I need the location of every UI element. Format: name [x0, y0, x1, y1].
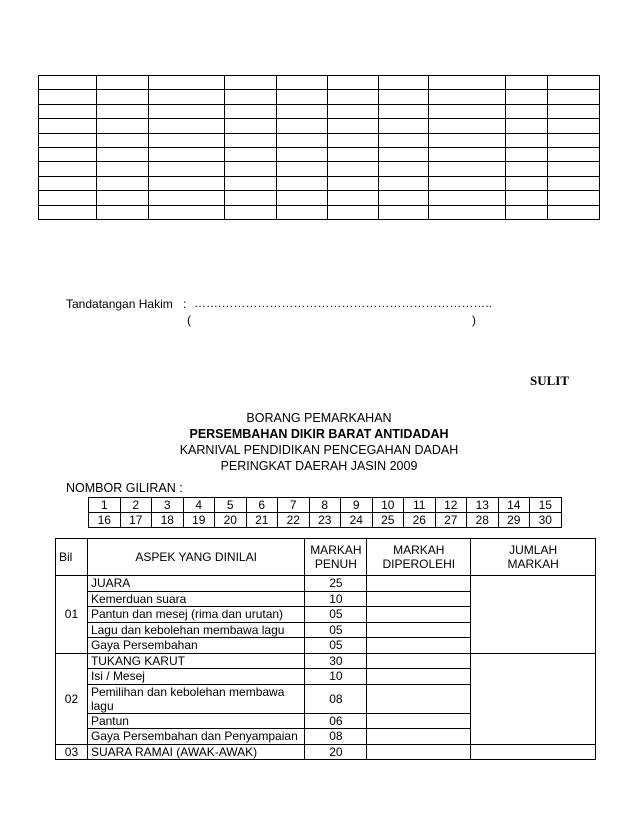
bil-cell: 01: [56, 576, 88, 654]
blank-grid-cell: [97, 162, 149, 176]
markah-diperolehi-input[interactable]: [367, 638, 471, 654]
blank-grid-cell: [225, 119, 277, 133]
event-level: PERINGKAT DAERAH JASIN 2009: [220, 459, 418, 473]
markah-penuh-cell: 05: [305, 622, 367, 638]
blank-grid-cell: [429, 191, 505, 205]
blank-grid-cell: [148, 176, 224, 190]
blank-grid-cell: [39, 147, 97, 161]
blank-grid-cell: [548, 76, 600, 90]
blank-grid-cell: [548, 162, 600, 176]
blank-grid-cell: [148, 147, 224, 161]
blank-grid-cell: [505, 162, 548, 176]
blank-grid-cell: [429, 133, 505, 147]
score-header-row: [56, 539, 596, 576]
blank-grid-cell: [327, 119, 378, 133]
blank-grid-cell: [276, 90, 327, 104]
blank-grid-cell: [505, 90, 548, 104]
blank-grid-cell: [97, 191, 149, 205]
aspek-cell: Gaya Persembahan: [87, 638, 304, 654]
blank-grid-cell: [378, 90, 429, 104]
markah-diperolehi-input[interactable]: [367, 729, 471, 745]
blank-grid-cell: [225, 133, 277, 147]
blank-grid-cell: [505, 76, 548, 90]
markah-diperolehi-input[interactable]: [367, 591, 471, 607]
turn-number-cell[interactable]: 4: [183, 498, 215, 513]
turn-number-row: [89, 513, 562, 528]
turn-number-cell[interactable]: 18: [152, 513, 184, 528]
blank-grid-cell: [378, 191, 429, 205]
blank-grid-cell: [429, 90, 505, 104]
markah-diperolehi-input[interactable]: [367, 684, 471, 713]
blank-grid-cell: [97, 104, 149, 118]
blank-grid-cell: [39, 176, 97, 190]
score-row: [56, 744, 596, 760]
blank-grid-cell: [378, 119, 429, 133]
blank-grid-cell: [378, 205, 429, 219]
blank-grid-cell: [148, 90, 224, 104]
markah-penuh-cell: 05: [305, 607, 367, 623]
blank-grid-row: [39, 176, 600, 190]
blank-grid-cell: [276, 104, 327, 118]
turn-number-cell[interactable]: 25: [372, 513, 404, 528]
blank-grid-cell: [97, 90, 149, 104]
jumlah-markah-input[interactable]: [471, 744, 596, 760]
markah-penuh-cell: 10: [305, 591, 367, 607]
blank-grid-row: [39, 205, 600, 219]
blank-grid-cell: [276, 176, 327, 190]
blank-grid-cell: [327, 191, 378, 205]
aspek-cell: Lagu dan kebolehan membawa lagu: [87, 622, 304, 638]
turn-number-cell[interactable]: 11: [404, 498, 436, 513]
blank-grid-cell: [39, 191, 97, 205]
score-table: [55, 538, 596, 760]
score-row: [56, 653, 596, 669]
blank-grid-cell: [97, 119, 149, 133]
turn-number-cell[interactable]: 6: [246, 498, 278, 513]
markah-diperolehi-input[interactable]: [367, 744, 471, 760]
blank-grid-cell: [327, 162, 378, 176]
turn-number-cell[interactable]: 22: [278, 513, 310, 528]
turn-number-cell[interactable]: 21: [246, 513, 278, 528]
aspek-cell: SUARA RAMAI (AWAK-AWAK): [87, 744, 304, 760]
blank-grid-cell: [225, 104, 277, 118]
blank-grid-cell: [276, 205, 327, 219]
markah-penuh-cell: 05: [305, 638, 367, 654]
turn-number-cell[interactable]: 1: [89, 498, 121, 513]
blank-grid-cell: [548, 205, 600, 219]
blank-grid-cell: [276, 162, 327, 176]
turn-number-grid: [88, 497, 562, 528]
blank-grid-row: [39, 133, 600, 147]
markah-penuh-cell: 06: [305, 713, 367, 729]
form-title: BORANG PEMARKAHAN: [246, 411, 392, 425]
blank-grid-cell: [429, 205, 505, 219]
signature-close-paren: ): [472, 313, 476, 327]
signature-label: Tandatangan Hakim: [66, 297, 173, 311]
signature-line: [66, 297, 173, 311]
signature-dots: …….…………………………………………………………..: [194, 296, 493, 310]
blank-grid-cell: [548, 90, 600, 104]
blank-grid-cell: [39, 119, 97, 133]
blank-grid-cell: [378, 176, 429, 190]
blank-grid-cell: [327, 133, 378, 147]
aspek-cell: JUARA: [87, 576, 304, 592]
blank-grid-row: [39, 162, 600, 176]
blank-grid-cell: [39, 104, 97, 118]
markah-diperolehi-input[interactable]: [367, 607, 471, 623]
blank-grid-cell: [327, 90, 378, 104]
turn-number-label: NOMBOR GILIRAN :: [66, 481, 183, 495]
blank-grid-cell: [225, 147, 277, 161]
blank-grid-cell: [148, 205, 224, 219]
blank-grid-cell: [548, 176, 600, 190]
blank-grid-cell: [327, 76, 378, 90]
markah-penuh-cell: 30: [305, 653, 367, 669]
blank-grid-cell: [327, 205, 378, 219]
bil-cell: 03: [56, 744, 88, 760]
turn-number-cell[interactable]: 8: [309, 498, 341, 513]
turn-number-cell[interactable]: 7: [278, 498, 310, 513]
blank-grid-cell: [97, 76, 149, 90]
blank-grid-cell: [148, 133, 224, 147]
blank-grid-cell: [429, 162, 505, 176]
markah-diperolehi-input[interactable]: [367, 653, 471, 669]
blank-grid-cell: [39, 162, 97, 176]
blank-grid-cell: [548, 133, 600, 147]
blank-grid-cell: [225, 162, 277, 176]
blank-grid-cell: [97, 176, 149, 190]
blank-grid-row: [39, 76, 600, 90]
markah-diperolehi-input[interactable]: [367, 669, 471, 685]
header-bil: Bil: [56, 539, 88, 576]
markah-penuh-cell: 25: [305, 576, 367, 592]
jumlah-markah-input[interactable]: [471, 653, 596, 744]
blank-grid-cell: [505, 133, 548, 147]
turn-number-cell[interactable]: 19: [183, 513, 215, 528]
bil-cell: 02: [56, 653, 88, 744]
blank-grid-cell: [505, 147, 548, 161]
blank-grid-row: [39, 104, 600, 118]
blank-grid-cell: [39, 76, 97, 90]
markah-penuh-cell: 10: [305, 669, 367, 685]
blank-grid-cell: [276, 147, 327, 161]
aspek-cell: Pemilihan dan kebolehan membawa lagu: [87, 684, 304, 713]
blank-grid-cell: [39, 205, 97, 219]
blank-grid-cell: [548, 104, 600, 118]
blank-grid-cell: [276, 191, 327, 205]
blank-grid-cell: [97, 205, 149, 219]
turn-number-cell[interactable]: 28: [467, 513, 499, 528]
blank-grid-cell: [97, 133, 149, 147]
blank-grid-cell: [378, 147, 429, 161]
blank-grid-cell: [276, 133, 327, 147]
blank-grid-cell: [148, 119, 224, 133]
header-markah-penuh: MARKAH PENUH: [305, 539, 367, 576]
blank-grid-cell: [429, 147, 505, 161]
blank-grid-row: [39, 147, 600, 161]
aspek-cell: Pantun: [87, 713, 304, 729]
blank-grid-cell: [148, 76, 224, 90]
blank-grid-cell: [148, 191, 224, 205]
blank-grid-cell: [225, 90, 277, 104]
markah-diperolehi-input[interactable]: [367, 622, 471, 638]
turn-number-cell[interactable]: 3: [152, 498, 184, 513]
blank-grid-cell: [39, 90, 97, 104]
blank-grid-cell: [327, 104, 378, 118]
turn-number-cell[interactable]: 30: [530, 513, 562, 528]
markah-penuh-cell: 20: [305, 744, 367, 760]
blank-grid-cell: [505, 119, 548, 133]
blank-grid-cell: [327, 147, 378, 161]
turn-number-cell[interactable]: 24: [341, 513, 373, 528]
blank-grid-row: [39, 191, 600, 205]
blank-grid-cell: [276, 119, 327, 133]
header-markah-diperolehi: MARKAH DIPEROLEHI: [367, 539, 471, 576]
turn-number-cell[interactable]: 13: [467, 498, 499, 513]
turn-number-cell[interactable]: 10: [372, 498, 404, 513]
blank-grid-cell: [225, 205, 277, 219]
blank-grid-row: [39, 119, 600, 133]
turn-number-cell[interactable]: 26: [404, 513, 436, 528]
signature-open-paren: (: [187, 313, 191, 327]
blank-grid-cell: [429, 176, 505, 190]
blank-grid-row: [39, 90, 600, 104]
turn-number-row: [89, 498, 562, 513]
turn-number-cell[interactable]: 2: [120, 498, 152, 513]
blank-grid-cell: [225, 176, 277, 190]
blank-grid-cell: [378, 162, 429, 176]
blank-grid-cell: [429, 76, 505, 90]
aspek-cell: Gaya Persembahan dan Penyampaian: [87, 729, 304, 745]
blank-score-grid: [38, 75, 600, 220]
aspek-cell: Pantun dan mesej (rima dan urutan): [87, 607, 304, 623]
markah-diperolehi-input[interactable]: [367, 576, 471, 592]
blank-grid-cell: [148, 104, 224, 118]
aspek-cell: Isi / Mesej: [87, 669, 304, 685]
blank-grid-cell: [429, 119, 505, 133]
blank-grid-cell: [97, 147, 149, 161]
blank-grid-cell: [505, 191, 548, 205]
header-jumlah-markah: JUMLAH MARKAH: [471, 539, 596, 576]
markah-penuh-cell: 08: [305, 729, 367, 745]
turn-number-cell[interactable]: 17: [120, 513, 152, 528]
aspek-cell: TUKANG KARUT: [87, 653, 304, 669]
blank-grid-cell: [548, 147, 600, 161]
blank-grid-cell: [276, 76, 327, 90]
blank-grid-cell: [327, 176, 378, 190]
turn-number-cell[interactable]: 27: [435, 513, 467, 528]
turn-number-cell[interactable]: 23: [309, 513, 341, 528]
turn-number-cell[interactable]: 9: [341, 498, 373, 513]
blank-grid-cell: [148, 162, 224, 176]
blank-grid-cell: [505, 176, 548, 190]
aspek-cell: Kemerduan suara: [87, 591, 304, 607]
jumlah-markah-input[interactable]: [471, 576, 596, 654]
event-title: PERSEMBAHAN DIKIR BARAT ANTIDADAH: [189, 427, 449, 441]
turn-number-cell[interactable]: 12: [435, 498, 467, 513]
blank-grid-cell: [378, 104, 429, 118]
blank-grid-cell: [548, 119, 600, 133]
blank-grid-cell: [429, 104, 505, 118]
turn-number-cell[interactable]: 15: [530, 498, 562, 513]
signature-colon: :: [183, 297, 187, 311]
markah-penuh-cell: 08: [305, 684, 367, 713]
turn-number-cell[interactable]: 16: [89, 513, 121, 528]
blank-grid-cell: [505, 104, 548, 118]
blank-grid-cell: [39, 133, 97, 147]
markah-diperolehi-input[interactable]: [367, 713, 471, 729]
classification-label: SULIT: [530, 373, 570, 388]
turn-number-cell[interactable]: 14: [498, 498, 530, 513]
blank-grid-cell: [548, 191, 600, 205]
blank-grid-cell: [505, 205, 548, 219]
blank-grid-cell: [378, 76, 429, 90]
blank-grid-cell: [225, 76, 277, 90]
event-subtitle: KARNIVAL PENDIDIKAN PENCEGAHAN DADAH: [179, 443, 459, 457]
blank-grid-cell: [378, 133, 429, 147]
blank-grid-cell: [225, 191, 277, 205]
turn-number-cell[interactable]: 5: [215, 498, 247, 513]
turn-number-cell[interactable]: 29: [498, 513, 530, 528]
header-aspek: ASPEK YANG DINILAI: [87, 539, 304, 576]
score-row: [56, 576, 596, 592]
turn-number-cell[interactable]: 20: [215, 513, 247, 528]
